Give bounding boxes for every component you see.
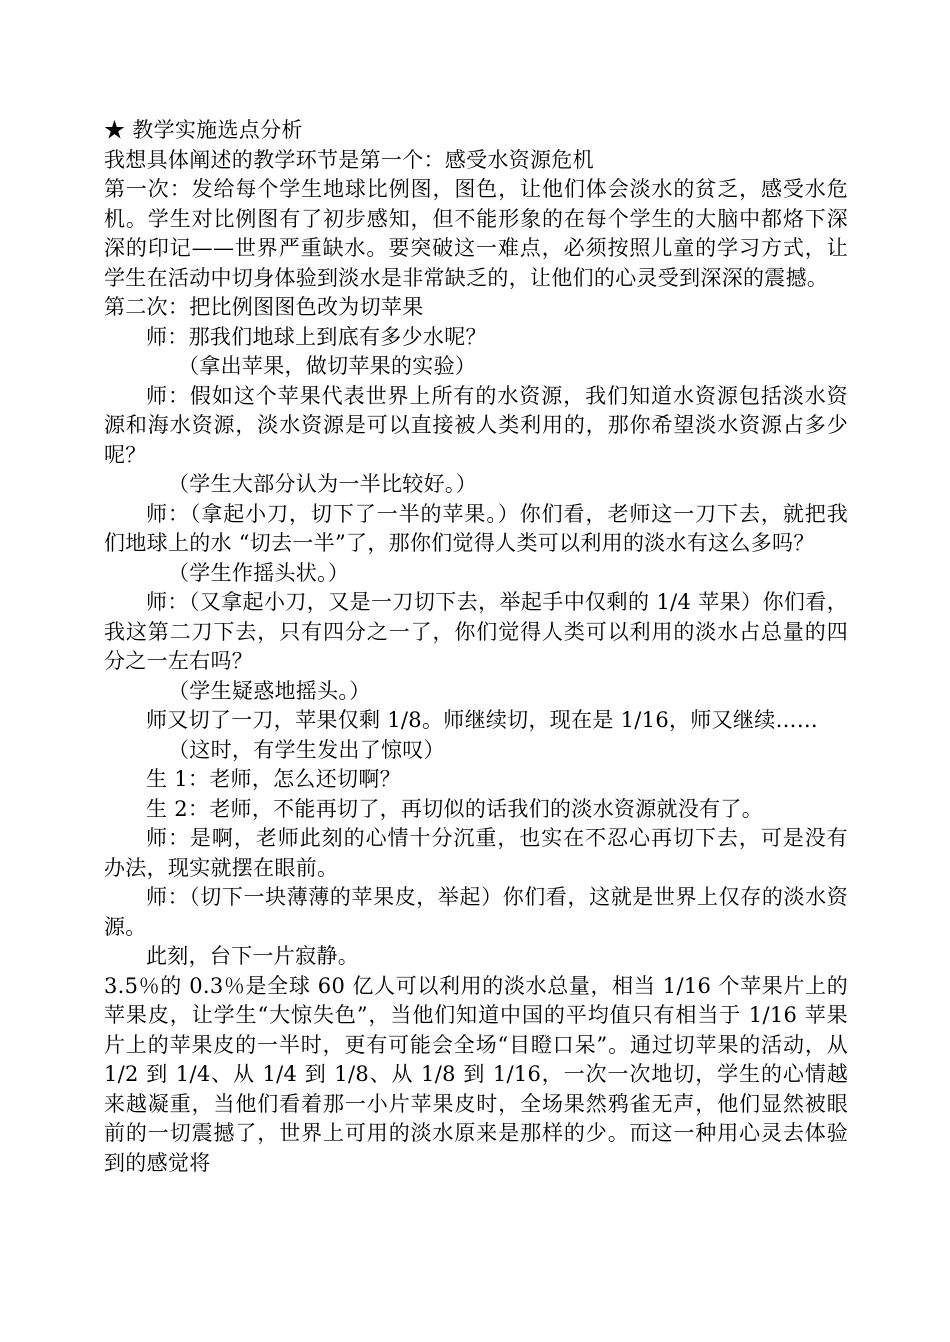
dialogue-line: 师：（又拿起小刀，又是一刀切下去，举起手中仅剩的 1/4 苹果）你们看，我这第二刀下去，只有四分之一了，你们觉得人类可以利用的淡水占总量的四分之一左右吗？ <box>104 590 848 673</box>
dialogue-line: 师：那我们地球上到底有多少水呢？ <box>146 324 487 349</box>
stage-direction: （学生疑惑地摇头。） <box>168 678 371 703</box>
second-attempt-heading: 第二次：把比例图图色改为切苹果 <box>104 295 424 319</box>
first-attempt-paragraph: 第一次：发给每个学生地球比例图，图色，让他们体会淡水的贫乏，感受水危机。学生对比例图有了初步感知，但不能形象的在每个学生的大脑中都烙下深深的印记——世界严重缺水。要突破这一难点，必须按照儿童的学习方式，让学生在活动中切身体验到淡水是非常缺乏的，让他们的心灵受到深深的震撼。 <box>104 177 848 290</box>
stage-direction: （学生作摇头状。） <box>168 560 350 585</box>
section-heading: ★ 教学实施选点分析 <box>104 118 303 142</box>
stage-direction: （拿出苹果，做切苹果的实验） <box>178 354 477 378</box>
intro-paragraph: 我想具体阐述的教学环节是第一个：感受水资源危机 <box>104 147 594 172</box>
stage-direction: （学生大部分认为一半比较好。） <box>168 472 477 496</box>
dialogue-line: 生 1：老师，怎么还切啊？ <box>146 767 401 791</box>
dialogue-line: 师又切了一刀，苹果仅剩 1/8。师继续切，现在是 1/16，师又继续…… <box>146 708 819 732</box>
dialogue-line: 生 2：老师，不能再切了，再切似的话我们的淡水资源就没有了。 <box>146 796 764 821</box>
dialogue-line: 师：（拿起小刀，切下了一半的苹果。）你们看，老师这一刀下去，就把我们地球上的水 “切去一半”了，那你们觉得人类可以利用的淡水有这么多吗？ <box>104 501 848 555</box>
dialogue-line: 师：（切下一块薄薄的苹果皮，举起）你们看，这就是世界上仅存的淡水资源。 <box>104 885 848 939</box>
stage-direction: （这时，有学生发出了惊叹） <box>168 737 445 762</box>
analysis-paragraph: 3.5％的 0.3％是全球 60 亿人可以利用的淡水总量，相当 1/16 个苹果片上的苹果皮，让学生“大惊失色”，当他们知道中国的平均值只有相当于 1/16 苹果片上的苹果皮的一半时，更有可能会全场“目瞪口呆”。通过切苹果的活动，从 1/2 到 1/4、从 1/4 到 1/8、从 1/8 到 1/16，一次一次地切，学生的心情越来越凝重，当他们看着那一小片苹果皮时，全场果然鸦雀无声，他们显然被眼前的一切震撼了，世界上可用的淡水原来是那样的少。而这一种用心灵去体验到的感觉将 <box>104 973 848 1175</box>
document-page <box>104 116 848 1178</box>
narration-line: 此刻，台下一片寂静。 <box>146 944 359 968</box>
dialogue-line: 师：假如这个苹果代表世界上所有的水资源，我们知道水资源包括淡水资源和海水资源，淡水资源是可以直接被人类利用的，那你希望淡水资源占多少呢？ <box>104 383 848 467</box>
dialogue-line: 师：是啊，老师此刻的心情十分沉重，也实在不忍心再切下去，可是没有办法，现实就摆在眼前。 <box>104 826 848 880</box>
